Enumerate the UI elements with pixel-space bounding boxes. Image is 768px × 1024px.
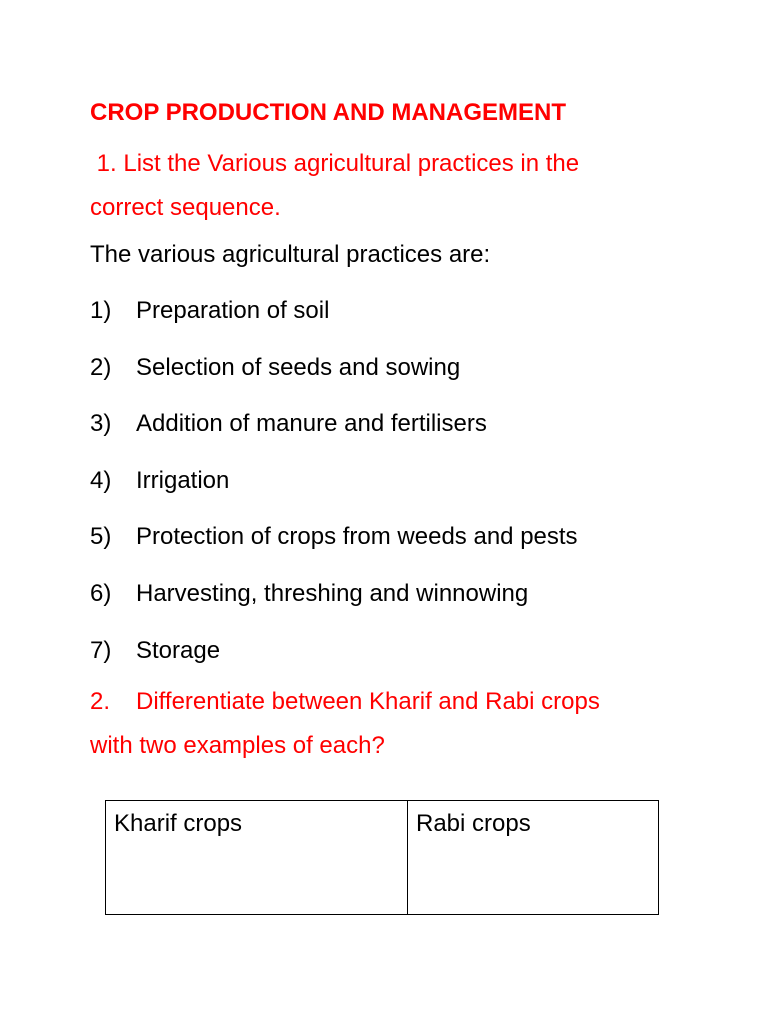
- list-item: [90, 577, 690, 611]
- list-item: [90, 464, 690, 498]
- list-item-text: Harvesting, threshing and winnowing: [136, 579, 529, 607]
- question-1: [90, 142, 690, 230]
- question-1-line-1: 1. List the Various agricultural practices in the: [90, 150, 580, 177]
- list-item-text: Irrigation: [136, 466, 230, 494]
- list-item-text: Storage: [136, 636, 221, 664]
- list-item: [90, 407, 690, 441]
- list-item-text: Selection of seeds and sowing: [136, 353, 461, 381]
- list-item-text: Protection of crops from weeds and pests: [136, 523, 578, 551]
- question-2: [90, 680, 690, 768]
- list-item-number: 7): [90, 636, 112, 664]
- list-item-text: Addition of manure and fertilisers: [136, 410, 487, 438]
- kharif-crops-cell: Kharif crops: [106, 801, 408, 915]
- rabi-crops-cell: Rabi crops: [408, 801, 659, 915]
- question-2-text: Differentiate between Kharif and Rabi crops: [136, 688, 600, 716]
- list-item: [90, 634, 690, 668]
- intro-text: The various agricultural practices are:: [90, 241, 491, 268]
- list-item-number: 4): [90, 466, 112, 494]
- list-item-number: 1): [90, 297, 112, 324]
- question-2-line-1: [90, 680, 690, 724]
- crops-table: [105, 800, 659, 915]
- list-item: [90, 294, 690, 328]
- list-item-number: 2): [90, 353, 112, 381]
- question-1-line-2: correct sequence.: [90, 194, 281, 221]
- document-title: CROP PRODUCTION AND MANAGEMENT: [90, 99, 567, 126]
- list-item: [90, 351, 690, 385]
- list-item-number: 5): [90, 523, 112, 551]
- table-row: [106, 801, 659, 915]
- document-page: [90, 96, 690, 776]
- question-2-line-2: with two examples of each?: [90, 732, 385, 760]
- list-item: [90, 520, 690, 554]
- practices-list: [90, 294, 690, 668]
- list-item-text: Preparation of soil: [136, 297, 330, 324]
- list-item-number: 6): [90, 579, 112, 607]
- list-item-number: 3): [90, 410, 112, 438]
- question-2-number: 2.: [90, 688, 111, 716]
